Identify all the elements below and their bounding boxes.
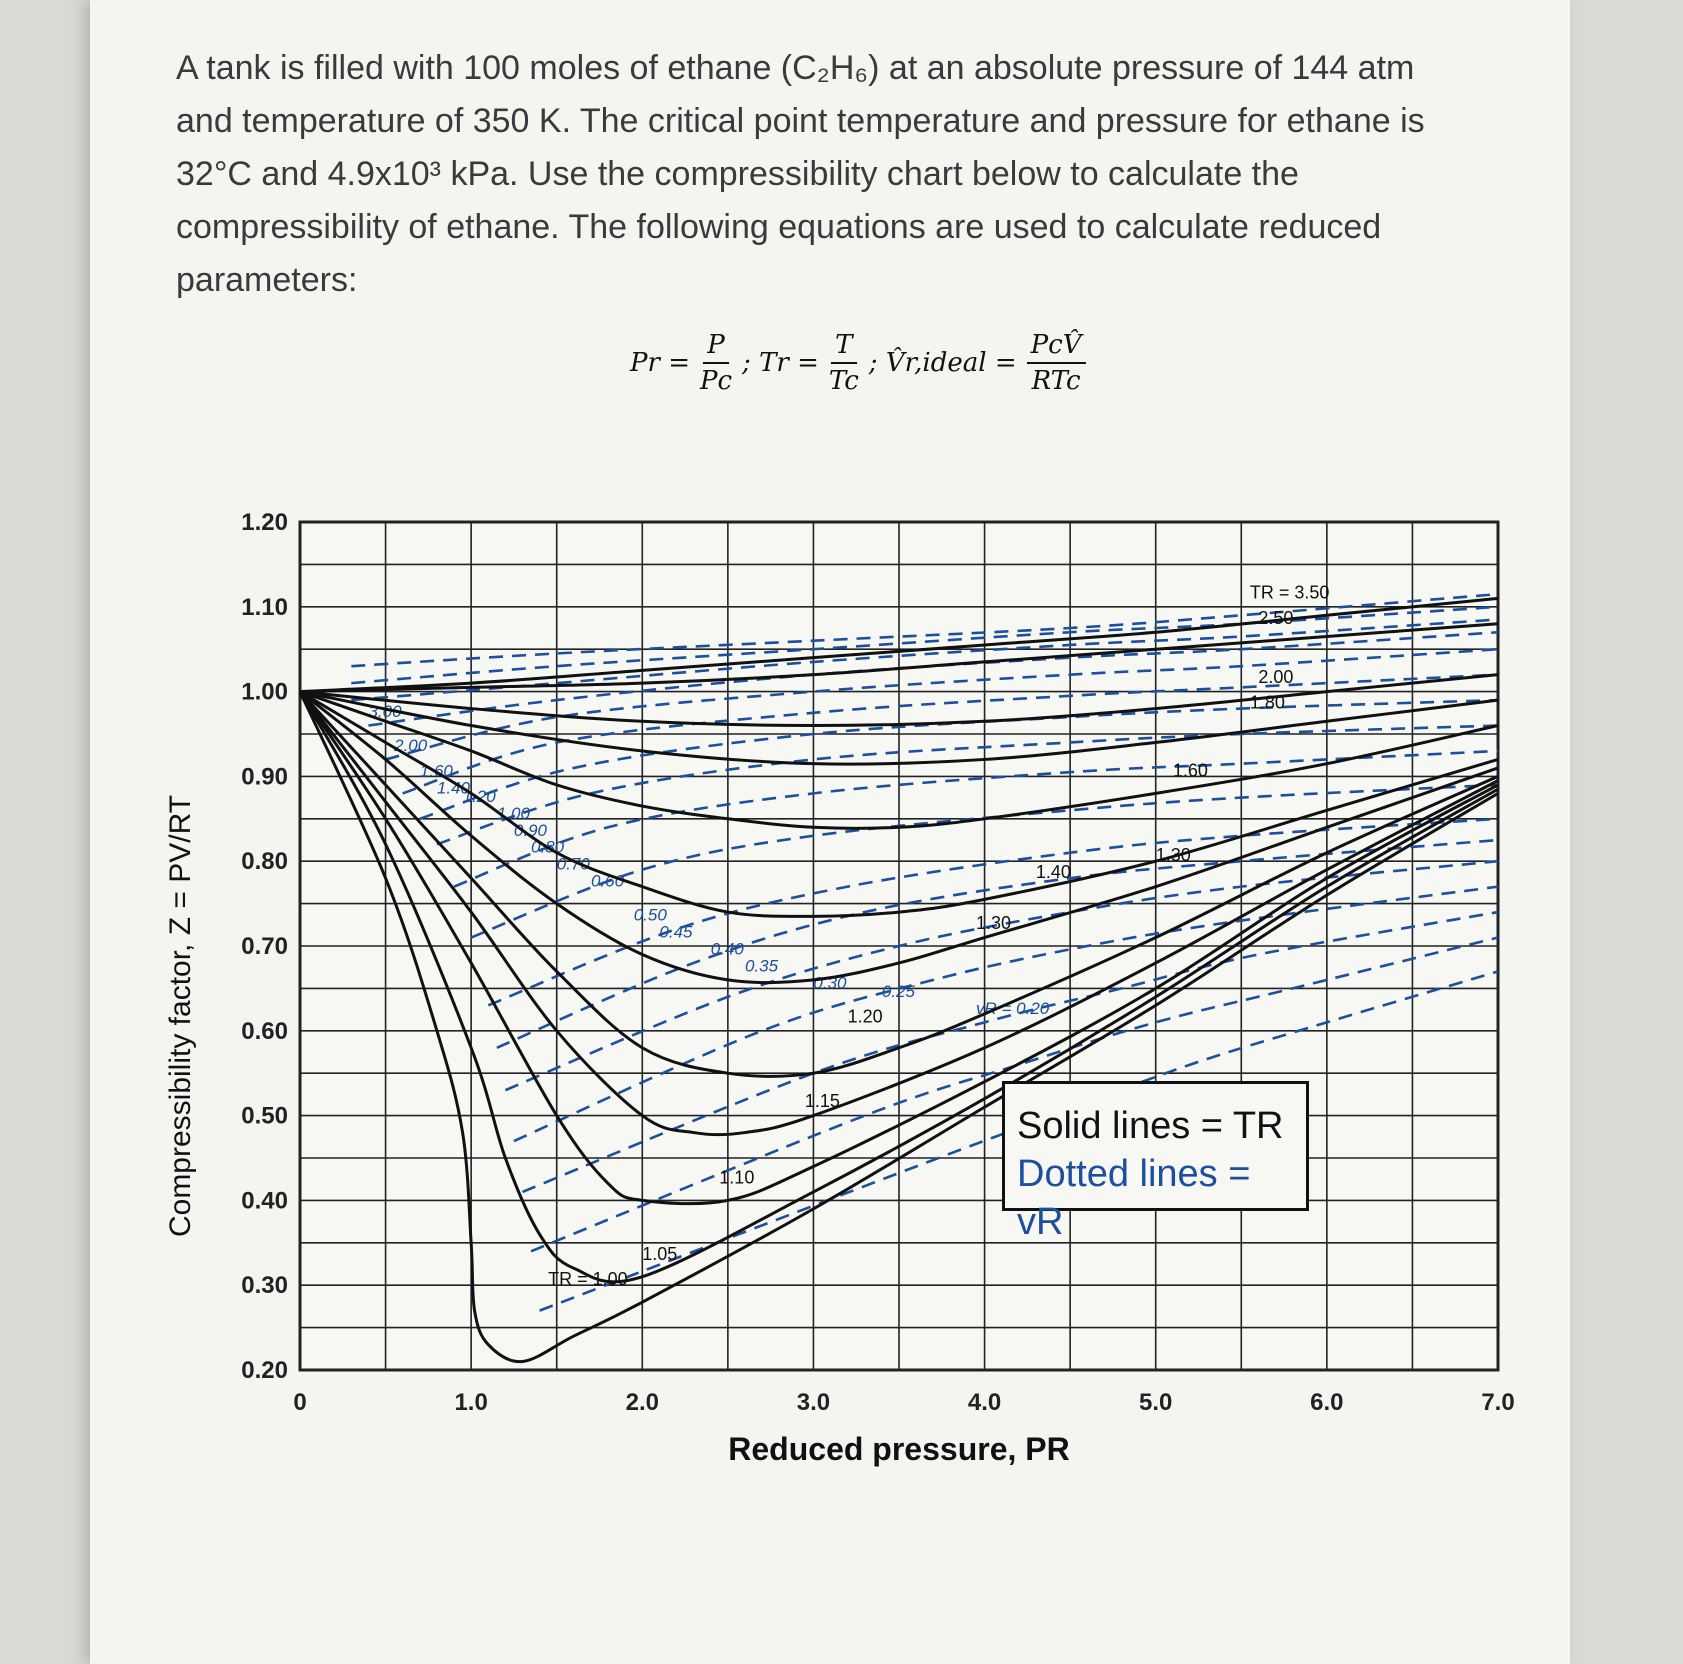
eq-tr-numerator: T (831, 330, 856, 364)
problem-line-2: and temperature of 350 K. The critical point temperature and pressure for ethane is (176, 102, 1425, 140)
solid-line-label: 1.10 (719, 1167, 755, 1188)
dotted-line-label: 1.40 (436, 778, 471, 798)
x-tick-label: 7.0 (1481, 1389, 1515, 1416)
dotted-line-label: 0.70 (556, 854, 590, 874)
dotted-line-label: 0.40 (710, 939, 744, 959)
x-tick-label: 2.0 (625, 1389, 659, 1416)
dotted-line-label: 0.35 (744, 956, 779, 976)
problem-line-3: 32°C and 4.9x10³ kPa. Use the compressibility chart below to calculate the (176, 155, 1299, 193)
y-tick-label: 0.20 (241, 1357, 288, 1384)
solid-line-label: 1.40 (1035, 862, 1071, 883)
dotted-line-label: 2.00 (394, 735, 428, 755)
dotted-line-label: 0.60 (590, 871, 625, 891)
problem-line-1: A tank is filled with 100 moles of ethane (C₂H₆) at an absolute pressure of 144 atm (176, 49, 1415, 87)
dotted-line-label: 1.20 (462, 786, 496, 806)
x-tick-label: 1.0 (454, 1389, 488, 1416)
eq-v-lhs: ; V̂r,ideal = (868, 348, 1017, 378)
y-tick-label: 1.00 (241, 678, 288, 706)
y-tick-label: 0.90 (241, 763, 288, 791)
solid-line-label: 1.60 (1172, 760, 1208, 781)
x-tick-label: 6.0 (1310, 1389, 1344, 1416)
dotted-line-label: 0.50 (633, 905, 667, 925)
eq-pr-numerator: P (703, 330, 729, 364)
x-tick-label: 3.0 (796, 1389, 831, 1416)
y-tick-label: 1.10 (241, 593, 288, 621)
y-tick-label: 1.20 (241, 509, 288, 536)
dotted-line-label: 0.25 (881, 981, 915, 1001)
dotted-line-label: 3.00 (368, 702, 402, 722)
y-tick-label: 0.40 (241, 1187, 288, 1215)
x-tick-label: 5.0 (1139, 1389, 1173, 1416)
problem-line-4: compressibility of ethane. The following equations are used to calculate reduced (176, 208, 1382, 246)
eq-pr-lhs: Pr = (630, 348, 690, 378)
dotted-line-label: vR = 0.20 (976, 998, 1050, 1018)
eq-pr-denominator: Pc (699, 366, 733, 396)
dotted-line-label: 0.30 (813, 973, 847, 993)
dotted-line-label: 1.00 (496, 803, 530, 823)
solid-line-label: 1.30 (976, 913, 1012, 934)
chart-annotation: 1.30 (1155, 845, 1191, 866)
dotted-line-label: 0.80 (531, 837, 565, 857)
legend-dotted-lines: Dotted lines = vR (1017, 1153, 1251, 1243)
dotted-line-label: 0.45 (659, 922, 693, 942)
eq-tr-denominator: Tc (828, 366, 859, 396)
solid-line-label: 2.00 (1258, 667, 1294, 688)
solid-line-label: TR = 1.00 (548, 1269, 628, 1290)
solid-line-label: 1.80 (1249, 692, 1285, 713)
x-axis-title: Reduced pressure, PR (728, 1431, 1070, 1467)
y-axis-title: Compressibility factor, Z = PV/RT (164, 794, 197, 1238)
x-tick-label: 4.0 (967, 1389, 1002, 1416)
y-tick-label: 0.50 (241, 1102, 288, 1130)
x-tick-label: 0 (293, 1389, 307, 1416)
eq-v-denominator: RTc (1031, 366, 1081, 396)
solid-line-label: 1.15 (804, 1091, 840, 1112)
dotted-line-label: 1.60 (419, 761, 453, 781)
eq-v-numerator: PcV̂ (1027, 330, 1086, 364)
solid-line-label: 1.05 (642, 1243, 678, 1264)
y-tick-label: 0.80 (241, 848, 288, 876)
solid-line-label: TR = 3.50 (1249, 582, 1330, 603)
y-tick-label: 0.30 (241, 1272, 288, 1300)
problem-line-5: parameters: (176, 261, 358, 299)
y-tick-label: 0.70 (241, 933, 288, 960)
legend-solid-lines: Solid lines = TR (1017, 1105, 1284, 1147)
y-tick-label: 0.60 (241, 1017, 288, 1045)
dotted-line-label: 0.90 (513, 820, 548, 840)
legend-box (1002, 1081, 1309, 1243)
eq-tr-lhs: ; Tr = (742, 348, 819, 378)
solid-line-label: 1.20 (847, 1006, 883, 1027)
solid-line-label: 2.50 (1258, 607, 1294, 628)
